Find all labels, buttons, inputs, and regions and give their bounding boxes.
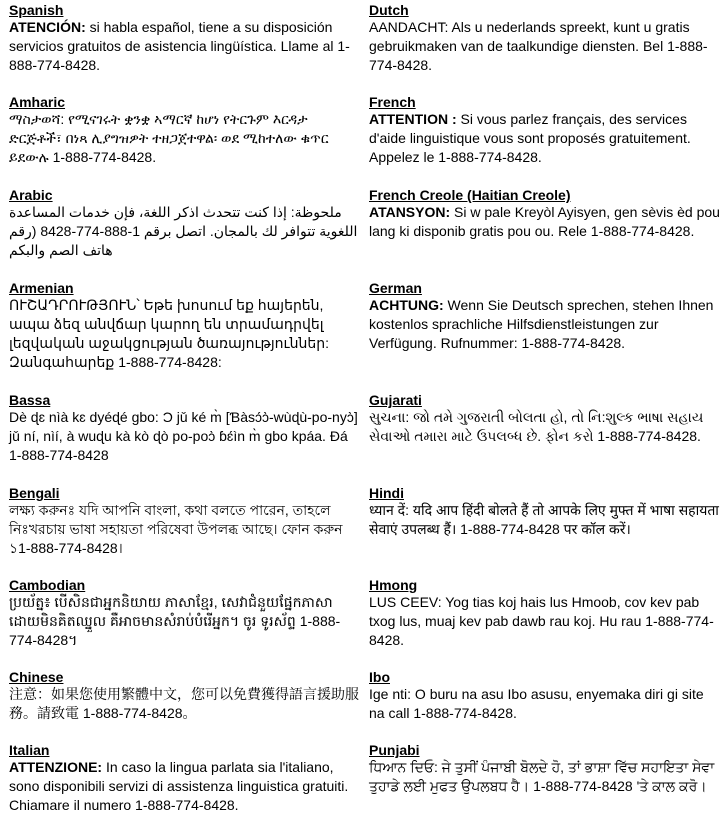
language-name: Arabic <box>9 187 53 203</box>
language-entry <box>369 577 720 650</box>
language-name: Bassa <box>9 392 51 408</box>
notice-text <box>369 18 720 75</box>
notice-text <box>9 501 361 558</box>
language-entry <box>9 392 361 465</box>
language-name: Ibo <box>369 669 390 685</box>
language-entry <box>9 577 361 650</box>
language-entry <box>369 187 720 241</box>
notice-body: ध्यान दें: यदि आप हिंदी बोलते हैं तो आपके लिए मुफ्त में भाषा सहायता सेवाएं उपलब्ध हैं। 1-888-774-8428 पर कॉल करें। <box>369 502 719 537</box>
notice-body: ՈՒՇԱԴՐՈՒԹՅՈՒՆ՝ Եթե խոսում եք հայերեն, ապա ձեզ անվճար կարող են տրամադրվել լեզվական աջակցության ծառայություններ: Զանգահարեք 1-888-774-8428: <box>9 297 329 370</box>
notice-lead: ATTENZIONE: <box>9 759 103 775</box>
notice-body: ማስታወሻ: የሚናገሩት ቋንቋ ኣማርኛ ከሆነ የትርጉም እርዳታ ድርጅቶች፣ በነጻ ሊያግዝዎት ተዘጋጀተዋል፡ ወደ ሚከተለው ቁጥር ይደውሉ 1-888-774-8428. <box>9 111 329 165</box>
language-name: Gujarati <box>369 392 422 408</box>
notice-body: Si w pale Kreyòl Ayisyen, gen sèvis èd pou lang ki disponib gratis pou ou. Rele 1-888-774-8428. <box>369 204 720 239</box>
notice-body: ਧਿਆਨ ਦਿਓ: ਜੇ ਤੁਸੀਂ ਪੰਜਾਬੀ ਬੋਲਦੇ ਹੋ, ਤਾਂ ਭਾਸ਼ਾ ਵਿੱਚ ਸਹਾਇਤਾ ਸੇਵਾ ਤੁਹਾਡੇ ਲਈ ਮੁਫਤ ਉਪਲਬਧ ਹੈ। 1-888-774-8428 'ਤੇ ਕਾਲ ਕਰੋ। <box>369 759 715 794</box>
language-entry <box>369 742 720 796</box>
notice-body: ملحوظة: إذا كنت تتحدث اذكر اللغة، فإن خدمات المساعدة اللغوية تتوافر لك بالمجان. اتصل برقم 1-888-774-8428 (رقم هاتف الصم والبكم <box>9 204 358 258</box>
notice-body: লক্ষ্য করুনঃ যদি আপনি বাংলা, কথা বলতে পারেন, তাহলে নিঃখরচায় ভাষা সহায়তা পরিষেবা উপলব্ধ আছে। ফোন করুন ১1-888-774-8428। <box>9 502 343 556</box>
language-name: Bengali <box>9 485 60 501</box>
notice-text <box>369 758 720 796</box>
language-entry <box>9 280 361 372</box>
language-name: Chinese <box>9 669 64 685</box>
language-entry <box>9 742 361 815</box>
language-entry <box>9 485 361 558</box>
language-name: German <box>369 280 422 296</box>
language-name: Hindi <box>369 485 404 501</box>
language-entry <box>369 280 720 353</box>
notice-body: Dè ɖɛ nìà kɛ dyéɖé gbo: Ɔ jǔ ké m̀ [Ɓàsɔ́ɔ̀-wùɖù-po-nyɔ̀] jǔ ní, nìí, à wuɖu kà kò ɖò po-poɔ̀ ɓɛ́ìn m̀ gbo kpáa. Ɖá 1-888-774-8428 <box>9 409 358 463</box>
language-entry <box>369 2 720 75</box>
notice-text <box>9 110 361 167</box>
language-name: Amharic <box>9 94 66 110</box>
notice-text <box>9 296 361 372</box>
notice-body: Ige nti: O buru na asu Ibo asusu, enyemaka diri gi site na call 1-888-774-8428. <box>369 686 704 721</box>
language-name: Punjabi <box>369 742 420 758</box>
language-entry <box>369 94 720 167</box>
language-entry <box>369 392 720 446</box>
notice-text <box>9 685 361 723</box>
notice-text <box>9 758 361 815</box>
language-entry <box>369 669 720 723</box>
language-name: Armenian <box>9 280 74 296</box>
language-name: Spanish <box>9 2 64 18</box>
language-name: Cambodian <box>9 577 86 593</box>
notice-body: In caso la lingua parlata sia l'italiano, sono disponibili servizi di assistenza linguistica gratuiti. Chiamare il numero 1-888-774-8428. <box>9 759 349 813</box>
notice-body: સુચના: જો તમે ગુજરાતી બોલતા હો, તો નિ:શુલ્ક ભાષા સહાય સેવાઓ તમારા માટે ઉપલબ્ધ છે. ફોન કરો 1-888-774-8428. <box>369 409 704 444</box>
notice-text <box>9 18 361 75</box>
notice-body: ប្រយ័ត្ន៖ បើសិនជាអ្នកនិយាយ ភាសាខ្មែរ, សេវាជំនួយផ្នែកភាសា ដោយមិនគិតឈ្នួល គឺអាចមានសំរាប់បំរើអ្នក។ ចូរ ទូរស័ព្ទ 1-888-774-8428។ <box>9 594 341 648</box>
notice-body: AANDACHT: Als u nederlands spreekt, kunt u gratis gebruikmaken van de taalkundige diensten. Bel 1-888-774-8428. <box>369 19 708 73</box>
notice-text <box>369 408 720 446</box>
notice-body: Si vous parlez français, des services d'aide linguistique vous sont proposés gratuitement. Appelez le 1-888-774-8428. <box>369 111 691 165</box>
notice-text <box>369 501 720 539</box>
notice-text <box>369 685 720 723</box>
language-entry <box>9 187 361 260</box>
language-entry <box>9 94 361 167</box>
notice-body: Wenn Sie Deutsch sprechen, stehen Ihnen kostenlos sprachliche Hilfsdienstleistungen zur Verfügung. Rufnummer: 1-888-774-8428. <box>369 297 714 351</box>
notice-text <box>9 203 361 260</box>
language-entry <box>9 669 361 723</box>
notice-text <box>369 296 720 353</box>
notice-text <box>369 110 720 167</box>
notice-body: LUS CEEV: Yog tias koj hais lus Hmoob, cov kev pab txog lus, muaj kev pab dawb rau koj. Hu rau 1-888-774-8428. <box>369 594 714 648</box>
language-name: French Creole (Haitian Creole) <box>369 187 571 203</box>
language-entry <box>9 2 361 75</box>
language-entry <box>369 485 720 539</box>
notice-text <box>369 203 720 241</box>
language-name: Hmong <box>369 577 418 593</box>
notice-body: 注意：如果您使用繁體中文，您可以免費獲得語言援助服務。請致電 1-888-774-8428。 <box>9 686 359 721</box>
language-name: French <box>369 94 416 110</box>
notice-text <box>9 408 361 465</box>
notice-lead: ACHTUNG: <box>369 297 444 313</box>
notice-lead: ATANSYON: <box>369 204 451 220</box>
notice-lead: ATTENTION : <box>369 111 457 127</box>
notice-text <box>9 593 361 650</box>
notice-lead: ATENCIÓN: <box>9 19 86 35</box>
language-name: Dutch <box>369 2 409 18</box>
notice-body: si habla español, tiene a su disposición servicios gratuitos de asistencia lingüística. Llame al 1-888-774-8428. <box>9 19 350 73</box>
language-name: Italian <box>9 742 50 758</box>
notice-text <box>369 593 720 650</box>
